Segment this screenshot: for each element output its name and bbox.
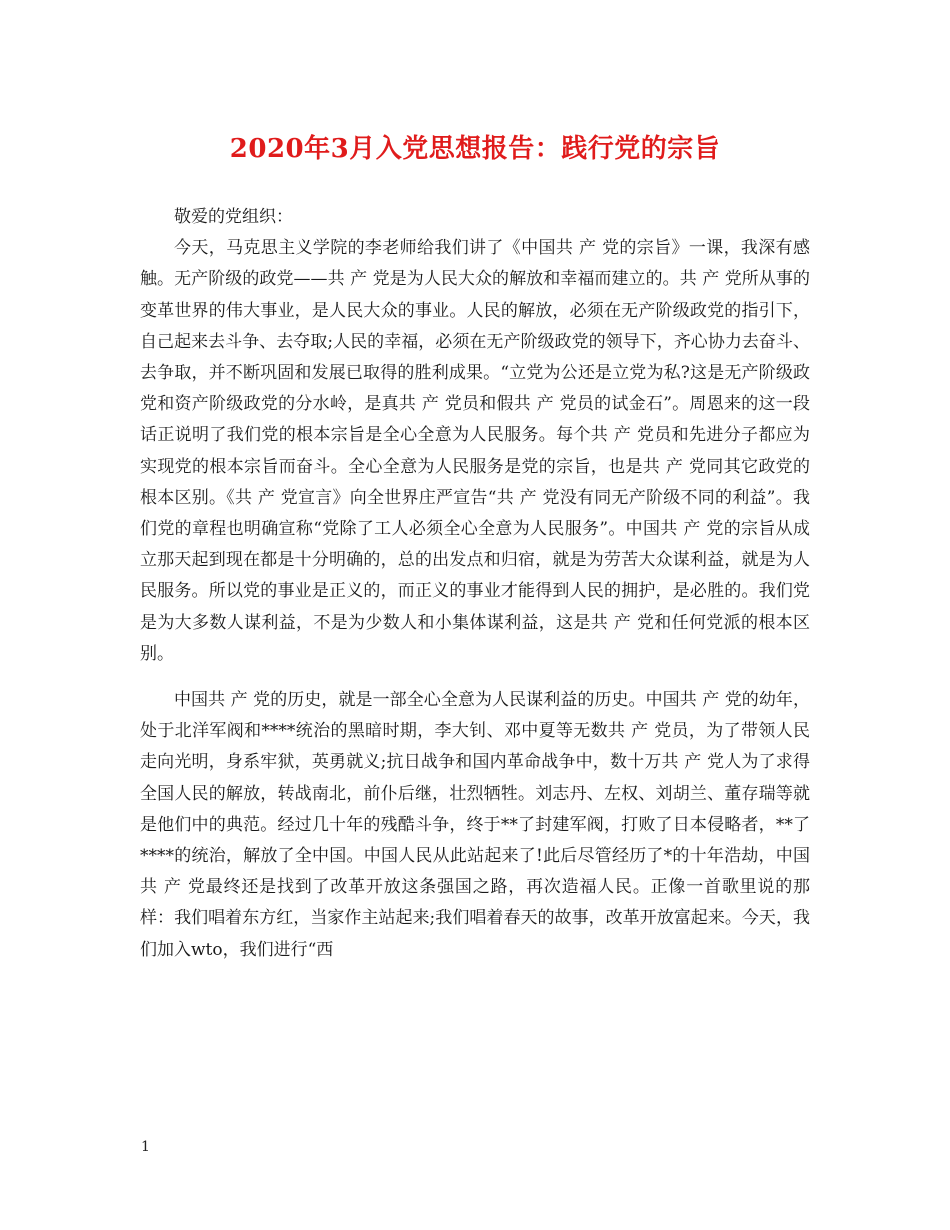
- paragraph-2: 中国共 产 党的历史，就是一部全心全意为人民谋利益的历史。中国共 产 党的幼年，处于北洋军阀和****统治的黑暗时期，李大钊、邓中夏等无数共 产 党员，为了带领人民走向光明，身系牢狱，英勇就义;抗日战争和国内革命战争中，数十万共 产 党人为了求得全国人民的解放，转战南北，前仆后继，壮烈牺牲。刘志丹、左权、刘胡兰、董存瑞等就是他们中的典范。经过几十年的残酷斗争，终于**了封建军阀，打败了日本侵略者，**了****的统治，解放了全中国。中国人民从此站起来了!此后尽管经历了*的十年浩劫，中国共 产 党最终还是找到了改革开放这条强国之路，再次造福人民。正像一首歌里说的那样：我们唱着东方红，当家作主站起来;我们唱着春天的故事，改革开放富起来。今天，我们加入wto，我们进行“西: [140, 690, 810, 960]
- document-body: [140, 202, 810, 966]
- paragraph-1: 今天，马克思主义学院的李老师给我们讲了《中国共 产 党的宗旨》一课，我深有感触。无产阶级的政党——共 产 党是为人民大众的解放和幸福而建立的。共 产 党所从事的变革世界的伟大事业，是人民大众的事业。人民的解放，必须在无产阶级政党的指引下，自己起来去斗争、去夺取;人民的幸福，必须在无产阶级政党的领导下，齐心协力去奋斗、去争取，并不断巩固和发展已取得的胜利成果。“立党为公还是立党为私?这是无产阶级政党和资产阶级政党的分水岭，是真共 产 党员和假共 产 党员的试金石”。周恩来的这一段话正说明了我们党的根本宗旨是全心全意为人民服务。每个共 产 党员和先进分子都应为实现党的根本宗旨而奋斗。全心全意为人民服务是党的宗旨，也是共 产 党同其它政党的根本区别。《共 产 党宣言》向全世界庄严宣告“共 产 党没有同无产阶级不同的利益”。我们党的章程也明确宣称“党除了工人必须全心全意为人民服务”。中国共 产 党的宗旨从成立那天起到现在都是十分明确的，总的出发点和归宿，就是为劳苦大众谋利益，就是为人民服务。所以党的事业是正义的，而正义的事业才能得到人民的拥护，是必胜的。我们党是为大多数人谋利益，不是为少数人和小集体谋利益，这是共 产 党和任何党派的根本区别。: [140, 238, 810, 664]
- document-title: 2020年3月入党思想报告：践行党的宗旨: [229, 134, 721, 164]
- salutation: 敬爱的党组织：: [174, 207, 293, 227]
- page-number: 1: [141, 1139, 150, 1155]
